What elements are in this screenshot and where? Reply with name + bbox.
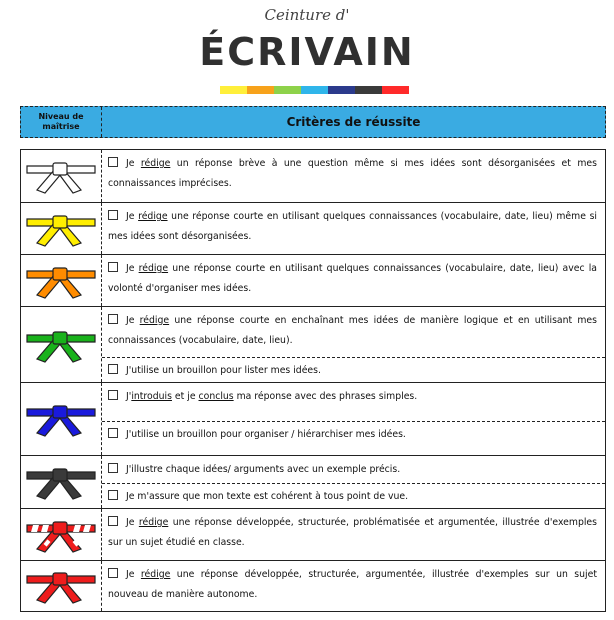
color-strip-segment bbox=[220, 86, 247, 94]
criterion-text-part: un réponse brève à une question même si mes idées sont désorganisées et mes connaissances imprécises. bbox=[108, 158, 597, 189]
checkbox[interactable] bbox=[108, 568, 118, 578]
criterion-text-part: Je bbox=[126, 315, 140, 326]
belt-cell bbox=[21, 509, 102, 560]
criterion-text-part: une réponse courte en utilisant quelques connaissances (vocabulaire, date, lieu) même si mes idées sont désorganisées. bbox=[108, 211, 597, 242]
checkbox[interactable] bbox=[108, 364, 118, 374]
criterion-text bbox=[102, 203, 605, 247]
criterion-text-part: une réponse développée, structurée, problématisée et argumentée, illustrée d'exemples sur un sujet étudié en classe. bbox=[108, 517, 597, 548]
criterion-keyword: rédige bbox=[140, 569, 171, 580]
table-row bbox=[21, 456, 605, 508]
criterion-text-part: Je bbox=[126, 158, 141, 169]
table-row bbox=[21, 561, 605, 611]
color-strip-segment bbox=[355, 86, 382, 94]
criterion-keyword: introduis bbox=[131, 391, 172, 402]
criterion-text bbox=[102, 255, 605, 299]
criterion bbox=[102, 203, 605, 254]
criterion-text bbox=[102, 383, 605, 407]
criterion bbox=[102, 421, 605, 455]
belt-cell bbox=[21, 456, 102, 508]
belt-icon bbox=[25, 399, 97, 439]
color-strip bbox=[220, 86, 409, 94]
table-row bbox=[21, 255, 605, 306]
belt-cell bbox=[21, 255, 102, 306]
criterion-keyword: conclus bbox=[198, 391, 234, 402]
criterion-text-part: ma réponse avec des phrases simples. bbox=[233, 391, 418, 402]
criterion-text-part: J' bbox=[126, 391, 132, 402]
criterion bbox=[102, 383, 605, 421]
criterion-text-part: et je bbox=[171, 391, 199, 402]
criterion bbox=[102, 150, 605, 202]
table-header bbox=[20, 106, 606, 138]
belt-icon bbox=[25, 209, 97, 249]
checkbox[interactable] bbox=[108, 390, 118, 400]
page-subtitle: Ceinture d' bbox=[264, 6, 350, 24]
table-row bbox=[21, 509, 605, 560]
checkbox[interactable] bbox=[108, 262, 118, 272]
checkbox[interactable] bbox=[108, 516, 118, 526]
belt-cell bbox=[21, 150, 102, 202]
criterion-text-part: une réponse courte en enchaînant mes idées de manière logique et en utilisant mes connaissances (vocabulaire, date, lieu). bbox=[108, 315, 597, 346]
checkbox[interactable] bbox=[108, 428, 118, 438]
criterion-text bbox=[102, 307, 605, 351]
criterion bbox=[102, 456, 605, 483]
belt-icon bbox=[25, 462, 97, 502]
color-strip-segment bbox=[247, 86, 274, 94]
criterion-text-part: J'utilise un brouillon pour organiser / hiérarchiser mes idées. bbox=[126, 429, 406, 440]
table-row bbox=[21, 383, 605, 455]
color-strip-segment bbox=[328, 86, 355, 94]
checkbox[interactable] bbox=[108, 490, 118, 500]
criterion-keyword: rédige bbox=[140, 158, 171, 169]
checkbox[interactable] bbox=[108, 157, 118, 167]
criterion bbox=[102, 483, 605, 508]
criterion-text-part: une réponse courte en utilisant quelques connaissances (vocabulaire, date, lieu) avec la volonté d'organiser mes idées. bbox=[108, 263, 597, 294]
criterion-keyword: rédige bbox=[139, 315, 170, 326]
criterion bbox=[102, 307, 605, 357]
column-header-level: Niveau de maîtrise bbox=[21, 107, 102, 137]
criterion-text-part: une réponse développée, structurée, argumentée, illustrée d'exemples sur un sujet nouveau de manière autonome. bbox=[108, 569, 597, 600]
criterion-text bbox=[102, 483, 605, 507]
color-strip-segment bbox=[274, 86, 301, 94]
table-row bbox=[21, 203, 605, 254]
criterion-text bbox=[102, 456, 605, 480]
checkbox[interactable] bbox=[108, 314, 118, 324]
table-row bbox=[21, 307, 605, 382]
column-header-criteria: Critères de réussite bbox=[286, 115, 421, 129]
belt-cell bbox=[21, 307, 102, 382]
criterion-text bbox=[102, 150, 605, 194]
criterion-keyword: rédige bbox=[138, 517, 169, 528]
page-header bbox=[0, 0, 614, 100]
criterion-text-part: J'illustre chaque idées/ arguments avec un exemple précis. bbox=[126, 464, 401, 475]
criterion-text bbox=[102, 421, 605, 445]
criterion-text bbox=[102, 357, 605, 381]
criterion-text bbox=[102, 509, 605, 553]
belt-cell bbox=[21, 561, 102, 611]
criterion-text bbox=[102, 561, 605, 605]
checkbox[interactable] bbox=[108, 210, 118, 220]
criterion bbox=[102, 357, 605, 382]
belt-cell bbox=[21, 383, 102, 455]
belt-icon bbox=[25, 566, 97, 606]
criteria-table bbox=[20, 149, 606, 612]
criterion-text-part: Je bbox=[126, 211, 139, 222]
table-row bbox=[21, 150, 605, 202]
checkbox[interactable] bbox=[108, 463, 118, 473]
criterion bbox=[102, 255, 605, 306]
criterion-text-part: Je bbox=[126, 263, 139, 274]
belt-cell bbox=[21, 203, 102, 254]
criterion-text-part: J'utilise un brouillon pour lister mes idées. bbox=[126, 365, 321, 376]
belt-icon bbox=[25, 325, 97, 365]
criterion-text-part: Je m'assure que mon texte est cohérent à tous point de vue. bbox=[126, 491, 409, 502]
belt-icon bbox=[25, 261, 97, 301]
belt-icon bbox=[25, 515, 97, 555]
page-title: ÉCRIVAIN bbox=[199, 30, 415, 74]
criterion-text-part: Je bbox=[126, 517, 139, 528]
criterion-keyword: rédige bbox=[138, 211, 168, 222]
criterion bbox=[102, 561, 605, 611]
color-strip-segment bbox=[382, 86, 409, 94]
belt-icon bbox=[25, 156, 97, 196]
criterion-text-part: Je bbox=[126, 569, 141, 580]
criterion-keyword: rédige bbox=[138, 263, 169, 274]
color-strip-segment bbox=[301, 86, 328, 94]
criterion bbox=[102, 509, 605, 560]
